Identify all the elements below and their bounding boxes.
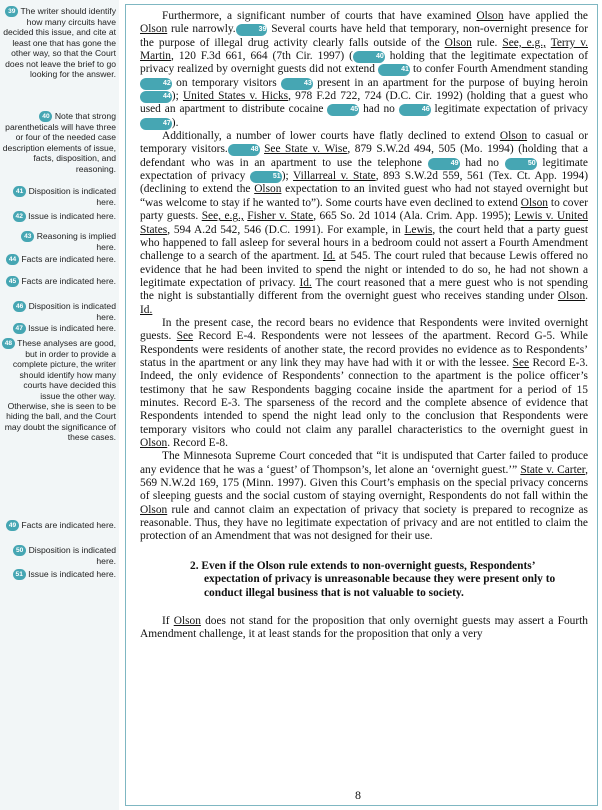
annotation-marker: 43: [281, 78, 313, 90]
citation-text: See, e.g.,: [201, 210, 244, 223]
paragraph: [140, 615, 588, 642]
annotation-marker: 47: [140, 118, 172, 130]
citation-text: Fisher v. State: [247, 210, 314, 223]
annotation-marker: 45: [327, 104, 359, 116]
margin-note: [1, 338, 116, 443]
page-number: 8: [355, 788, 361, 802]
brief-text: [140, 10, 588, 641]
annotation-marker: 48: [2, 338, 15, 349]
annotation-marker: 50: [505, 158, 537, 170]
text-run: Record E-3. Indeed, the only evidence of Respondents’ connection to the apartment is the police officer’s testimony that he saw Respondents bagging cocaine inside the apartment for a period of 15 minutes. Record E-3. The sparseness of the record and the complete absence of evidence that Respondents intended to spend the night lead only to the conclusion that Respondents were temporary visitors who could not claim any parallel characteristics to the overnight guest in: [140, 356, 588, 436]
annotation-marker: 44: [6, 254, 19, 265]
annotation-marker: 51: [250, 171, 282, 183]
text-run: Additionally, a number of lower courts have flatly declined to extend: [162, 130, 500, 143]
annotation-marker: 51: [13, 569, 26, 580]
margin-note: [1, 545, 116, 566]
text-run: );: [281, 170, 294, 183]
paragraph: [140, 130, 588, 317]
margin-note: [1, 186, 116, 207]
text-run: expectation to an invited guest who had not stayed overnight but “was welcome to stay if he wanted to”). Some courts have even declined to extend: [140, 183, 588, 209]
text-run: , 569 N.W.2d 169, 175 (Minn. 1997). Given this Court’s emphasis on the special privacy concerns of sleeping guests and the social custom of staying overnight, Respondents do not fall within the: [140, 463, 588, 503]
text-run: , 594 A.2d 542, 546 (D.C. 1991). For example, in: [167, 223, 405, 236]
paragraph: [140, 10, 588, 130]
margin-note: [1, 520, 116, 531]
text-run: had no: [359, 103, 399, 116]
margin-note: [1, 323, 116, 334]
text-run: In the present case, the record bears no evidence that Respondents were invited overnight guests.: [140, 316, 588, 343]
margin-note: [1, 276, 116, 287]
margin-note-text: Note that strong parentheticals will have three or four of the needed case description elements of issue, facts, disposition, and reasoning.: [2, 111, 116, 174]
annotation-marker: 40: [353, 51, 385, 63]
citation-text: Olson: [444, 36, 472, 49]
citation-text: See, e.g.,: [502, 36, 546, 49]
margin-note-text: The writer should identify how many circuits have decided this issue, and cite at least one that has gone the other way, so that the Court does not leave the brief to go looking for the answer.: [3, 6, 116, 80]
paragraph: [140, 317, 588, 450]
citation-text: Olson: [520, 196, 548, 209]
annotation-marker: 48: [228, 144, 260, 156]
margin-note: [1, 569, 116, 580]
text-run: .: [585, 290, 588, 303]
text-run: );: [171, 90, 183, 103]
text-run: Record E-4. Respondents were not lessees of the apartment. Record G-5. While Respondents were residents of another state, the record provides no evidence as to Respondents’ status in the apartment or any link they may have had with it or with the lessee.: [140, 330, 588, 369]
text-run: The court reasoned that a mere guest who is not spending the night is substantially different from the overnight guest who receives standing under: [140, 276, 588, 303]
citation-text: Villarreal v. State: [293, 170, 376, 183]
text-run: Furthermore, a significant number of courts that have examined: [162, 10, 477, 22]
margin-note-text: Disposition is indicated here.: [26, 545, 116, 566]
text-run: rule and cannot claim an expectation of privacy that society is prepared to recognize as reasonable. Thus, they have no legitimate expectation of privacy and are not entitled to claim the protection of an Amendment that was not designed for their use.: [140, 503, 588, 543]
citation-text: Id.: [140, 303, 153, 316]
margin-note: [1, 6, 116, 79]
text-run: holding that the legitimate expectation of privacy realized by overnight guests did not extend: [140, 50, 589, 76]
annotation-marker: 41: [378, 64, 410, 76]
text-run: , 665 So. 2d 1014 (Ala. Crim. App. 1995);: [313, 210, 515, 223]
annotation-marker: 40: [39, 111, 52, 122]
margin-note-text: Facts are indicated here.: [19, 254, 116, 264]
citation-text: See: [512, 356, 530, 369]
annotation-marker: 39: [236, 24, 268, 36]
text-run: rule.: [471, 36, 503, 49]
margin-note: [1, 111, 116, 174]
text-run: ).: [171, 116, 179, 129]
text-run: to cover party guests.: [140, 196, 588, 223]
citation-text: Lewis: [404, 223, 433, 236]
text-run: to confer Fourth Amendment standing: [409, 63, 589, 76]
annotation-marker: 42: [140, 78, 172, 90]
text-run: , 120 F.3d 661, 664 (7th Cir. 1997) (: [171, 50, 353, 63]
text-run: legitimate expectation of privacy: [430, 103, 588, 116]
text-run: , 978 F.2d 722, 724 (D.C. Cir. 1992) (holding that a guest who used an apartment to distribute cocaine: [140, 90, 589, 116]
annotation-marker: 45: [6, 276, 19, 287]
section-heading: 2. Even if the Olson rule extends to non-overnight guests, Respondents’ expectation of privacy is unreasonable because they were present only to conduct illegal business that is not valuable to society.: [190, 559, 556, 599]
citation-text: Olson: [476, 10, 504, 22]
citation-text: See: [176, 330, 194, 343]
text-run: , 879 S.W.2d 494, 505 (Mo. 1994) (holding that a defendant who was in an apartment to use the telephone: [140, 143, 588, 169]
margin-note-text: Facts are indicated here.: [19, 276, 116, 286]
citation-text: Id.: [299, 276, 312, 289]
text-run: rule narrowly.: [167, 23, 236, 36]
annotation-marker: 46: [13, 301, 26, 312]
annotation-marker: 41: [13, 186, 26, 197]
citation-text: Id.: [323, 250, 336, 263]
margin-note-text: Facts are indicated here.: [19, 520, 116, 530]
text-run: at 545. The court ruled that because Lewis offered no evidence that he had been invited to spend the night or intended to do so, he had not shown a legitimate expectation of privacy.: [140, 250, 588, 289]
margin-note-text: These analyses are good, but in order to provide a complete picture, the writer should identify how many courts have decided this issue the other way. Otherwise, she is seen to be hiding the ball, and the Court may doubt the significance of these cases.: [4, 338, 116, 443]
annotation-marker: 49: [6, 520, 19, 531]
citation-text: Olson: [254, 183, 282, 196]
text-run: had no: [459, 156, 505, 169]
citation-text: See State v. Wise: [264, 143, 348, 156]
margin-note: [1, 211, 116, 222]
annotation-marker: 47: [13, 323, 26, 334]
annotation-marker: 49: [428, 158, 460, 170]
text-run: The Minnesota Supreme Court conceded that “it is undisputed that Carter failed to produce any evidence that he was a ‘guest’ of Thompson’s, let alone an ‘overnight guest.’”: [140, 450, 588, 476]
margin-note-text: Issue is indicated here.: [25, 323, 116, 333]
text-run: legitimate expectation of privacy: [140, 156, 588, 183]
margin-note-text: Disposition is indicated here.: [26, 186, 116, 207]
annotation-marker: 50: [13, 545, 26, 556]
margin-note-text: Reasoning is implied here.: [34, 231, 116, 252]
text-run: on temporary visitors: [171, 76, 282, 89]
annotation-marker: 46: [399, 104, 431, 116]
citation-text: Olson: [140, 437, 168, 449]
citation-text: Olson: [557, 290, 586, 303]
paragraph: [140, 450, 588, 543]
annotation-marker: 39: [5, 6, 18, 17]
text-run: present in an apartment for the purpose of buying heroin: [312, 76, 589, 89]
text-run: Several courts have held that temporary, non-overnight presence for the purpose of illegal drug activity clearly falls outside of the: [140, 23, 588, 49]
citation-text: Olson: [140, 503, 168, 516]
annotation-marker: 43: [21, 231, 34, 242]
margin-note: [1, 231, 116, 252]
text-run: If: [162, 614, 174, 627]
annotation-marker: 42: [13, 211, 26, 222]
citation-text: Terry v. Martin: [140, 36, 588, 63]
margin-note: [1, 301, 116, 322]
text-run: , 893 S.W.2d 559, 561 (Tex. Ct. App. 1994) (declining to extend the: [140, 170, 589, 196]
citation-text: United States v. Hicks: [182, 90, 289, 103]
margin-note-text: Issue is indicated here.: [25, 569, 116, 579]
text-run: , the court held that a party guest who happened to fall asleep for several hours in a bedroom could not assert a Fourth Amendment challenge to a search of the apartment.: [140, 223, 588, 263]
citation-text: Lewis v. United States: [140, 210, 588, 236]
text-run: have applied the: [503, 10, 588, 22]
text-run: . Record E-8.: [167, 437, 228, 449]
annotation-marker: 44: [140, 91, 172, 103]
citation-text: State v. Carter: [520, 463, 586, 476]
citation-text: Olson: [499, 130, 528, 143]
margin-note-text: Issue is indicated here.: [25, 211, 116, 221]
citation-text: Olson: [173, 614, 201, 627]
margin-note-text: Disposition is indicated here.: [26, 301, 116, 322]
text-run: to casual or temporary visitors.: [140, 130, 588, 156]
citation-text: Olson: [140, 23, 168, 36]
text-run: does not stand for the proposition that only overnight guests may assert a Fourth Amendment challenge, it at least stands for the proposition that only a very: [140, 614, 588, 640]
margin-note: [1, 254, 116, 265]
